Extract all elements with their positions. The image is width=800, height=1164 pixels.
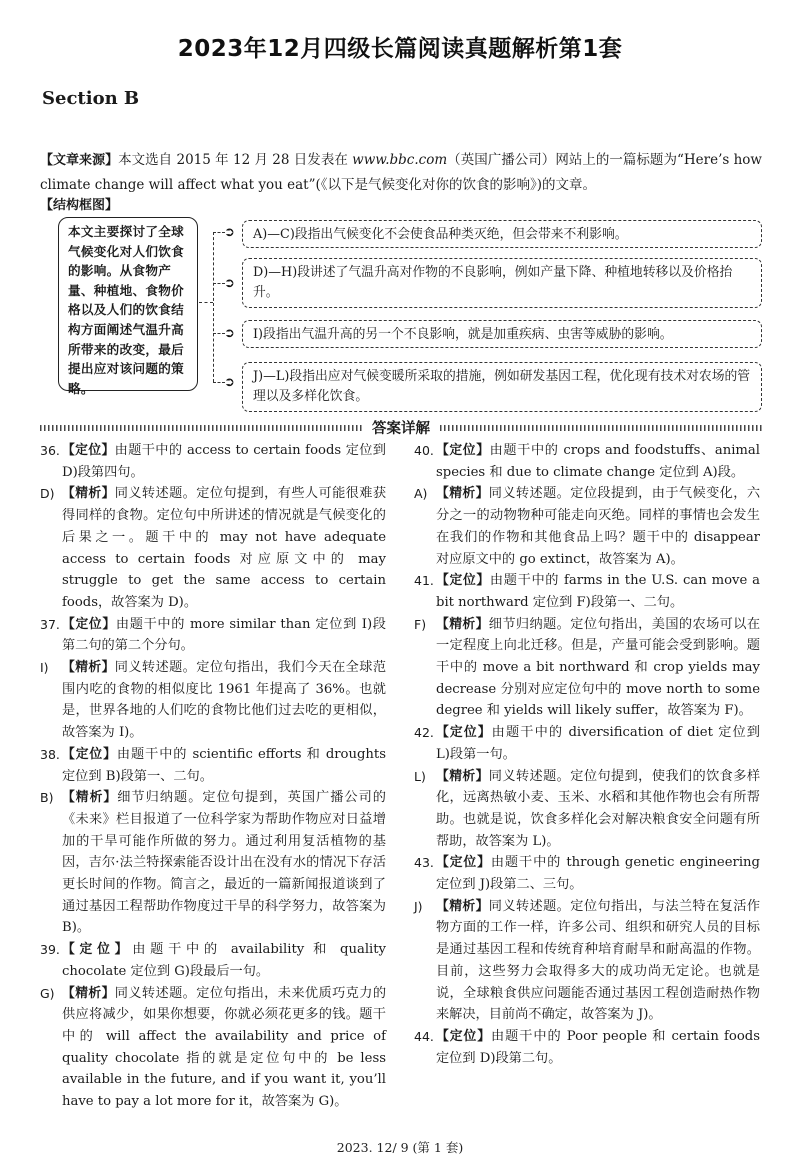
- item-label: 【定位】: [62, 443, 115, 458]
- item-text: 同义转述题。定位段提到，由于气候变化，六分之一的动物物种可能走向灭绝。同样的事情也会发生在我们的作物和其他食品上吗？题干中的 disappear 对应原文中的 go extinct，故答案为 A)。: [436, 486, 761, 567]
- item-label: 【精析】: [436, 768, 489, 784]
- item-number: 37.: [40, 616, 60, 632]
- circled-arrow-icon: ➲: [224, 225, 235, 240]
- item-label: 【定位】: [436, 443, 490, 458]
- item-text: 同义转述题。定位句指出，与法兰特在复活作物方面的工作一样，许多公司、组织和研究人员的目标是通过基因工程和传统育种培育耐旱和耐高温的作物。目前，这些努力会取得多大的成功尚无定论。也就是说，全球粮食供应问题能否通过基因工程创造耐热作物来解决，目前尚不确定，故答案为 J)。: [436, 898, 761, 1023]
- answers-right-column: [414, 440, 760, 1069]
- source-tag: 【文章来源】: [40, 153, 119, 168]
- page-title: 2023年12月四级长篇阅读真题解析第1套: [177, 36, 623, 62]
- answer-item: [40, 787, 386, 939]
- item-number: A): [414, 486, 428, 502]
- item-number: 36.: [40, 443, 60, 458]
- item-label: 【精析】: [436, 898, 489, 914]
- item-number: 39.: [40, 942, 60, 958]
- answer-item: [40, 939, 386, 982]
- item-text: 同义转述题。定位句指出，未来优质巧克力的供应将减少，如果你想要，你就必须花更多的钱。题干中的 will affect the availability and price of quality chocolate 指的就是定位句中的 be less available in the future, and if you want it, you’ll have to pay a lot more for it，故答案为 G)。: [62, 985, 387, 1110]
- answer-item: [40, 614, 386, 657]
- framework-branch: D)—H)段讲述了气温升高对作物的不良影响，例如产量下降、种植地转移以及价格抬升。: [242, 258, 762, 308]
- answer-item: [414, 1026, 760, 1069]
- answers-left-column: [40, 440, 386, 1113]
- item-text: 由题干中的 diversification of diet 定位到 L)段第一句。: [436, 725, 760, 762]
- item-number: G): [40, 985, 55, 1001]
- item-number: 43.: [414, 855, 434, 871]
- answer-item: [40, 440, 386, 483]
- framework-branch: A)—C)段指出气候变化不会使食品种类灭绝，但会带来不利影响。: [242, 220, 762, 248]
- item-text: 由题干中的 scientific efforts 和 droughts 定位到 B)段第一、二句。: [62, 746, 386, 784]
- item-text: 同义转述题。定位句提到，使我们的饮食多样化，远离热敏小麦、玉米、水稻和其他作物也会有所帮助。也就是说，饮食多样化会对解决粮食安全问题有所帮助，故答案为 L)。: [436, 768, 761, 849]
- framework-heading: 【结构框图】: [40, 198, 119, 213]
- item-label: 【精析】: [436, 486, 489, 502]
- item-text: 同义转述题。定位句提到，有些人可能很难获得同样的食物。定位句中所讲述的情况就是气候变化的后果之一。题干中的 may not have adequate access to certain foods 对应原文中的 may struggle to get the same access to certain foods，故答案为 D)。: [62, 486, 387, 610]
- framework-branch: J)—L)段指出应对气候变暖所采取的措施，例如研发基因工程，优化现有技术对农场的管理以及多样化饮食。: [242, 362, 762, 412]
- item-label: 【定位】: [62, 616, 116, 632]
- item-text: 由题干中的 crops and foodstuffs、animal species 和 due to climate change 定位到 A)段。: [436, 443, 760, 480]
- item-number: L): [414, 768, 426, 784]
- item-label: 【精析】: [62, 486, 115, 502]
- item-number: 44.: [414, 1028, 434, 1044]
- answer-item: [414, 614, 760, 723]
- circled-arrow-icon: ➲: [224, 276, 235, 291]
- item-label: 【定位】: [62, 942, 133, 958]
- item-number: 42.: [414, 725, 434, 741]
- answer-item: [414, 722, 760, 765]
- answer-item: [414, 852, 760, 895]
- answer-item: [414, 766, 760, 853]
- item-label: 【定位】: [436, 573, 490, 589]
- circled-arrow-icon: ➲: [224, 375, 235, 390]
- item-text: 由题干中的 through genetic engineering 定位到 J)段第二、三句。: [436, 855, 760, 893]
- item-number: 40.: [414, 443, 434, 458]
- item-number: D): [40, 486, 55, 502]
- item-number: 41.: [414, 573, 434, 589]
- item-text: 由题干中的 farms in the U.S. can move a bit northward 定位到 F)段第一、二句。: [436, 573, 760, 610]
- answer-item: [414, 483, 760, 570]
- answer-item: [414, 440, 760, 483]
- item-text: 细节归纳题。定位句指出，美国的农场可以在一定程度上向北迁移。但是，产量可能会受到影响。题干中的 move a bit northward 和 crop yields may decrease 分别对应定位句中的 move north to some degree 和 yields will likely suffer，故答案为 F)。: [436, 616, 761, 719]
- item-label: 【定位】: [436, 1028, 491, 1044]
- item-number: B): [40, 790, 54, 806]
- page-footer: 2023. 12/ 9 (第 1 套): [336, 1140, 464, 1155]
- answers-heading: 答案详解: [372, 421, 430, 437]
- answer-item: [40, 657, 386, 744]
- article-source: [40, 148, 762, 197]
- source-text-before: 本文选自 2015 年 12 月 28 日发表在: [118, 152, 353, 168]
- bracket-vertical-line: [213, 232, 214, 382]
- item-number: I): [40, 660, 49, 676]
- item-label: 【定位】: [436, 725, 492, 741]
- item-text: 细节归纳题。定位句提到，英国广播公司的《未来》栏目报道了一位科学家为帮助作物应对日益增加的干旱可能作所做的努力。通过利用复活植物的基因，吉尔·法兰特探索能否设计出在没有水的情况下存活更长时间的作物。简言之，最近的一篇新闻报道谈到了通过基因工程帮助作物度过干旱的科学努力，故答案为 B)。: [62, 790, 386, 936]
- item-label: 【定位】: [436, 855, 491, 871]
- item-number: J): [414, 898, 423, 914]
- item-number: F): [414, 616, 427, 632]
- answer-item: [40, 744, 386, 787]
- answer-item: [414, 896, 760, 1026]
- source-site: www.bbc.com: [352, 152, 448, 168]
- answer-item: [40, 483, 386, 613]
- answer-item: [414, 570, 760, 613]
- item-label: 【定位】: [62, 746, 117, 762]
- framework-branch: I)段指出气温升高的另一个不良影响，就是加重疾病、虫害等威胁的影响。: [242, 320, 762, 348]
- item-number: 38.: [40, 746, 60, 762]
- section-heading: Section B: [42, 88, 140, 109]
- item-label: 【精析】: [436, 616, 489, 632]
- item-text: 由题干中的 more similar than 定位到 I)段第二句的第二个分句。: [62, 616, 386, 654]
- item-label: 【精析】: [62, 660, 115, 676]
- item-label: 【精析】: [62, 985, 115, 1001]
- item-text: 由题干中的 access to certain foods 定位到 D)段第四句。: [62, 443, 386, 480]
- framework-summary-box: 本文主要探讨了全球气候变化对人们饮食的影响。从食物产量、种植地、食物价格以及人们的饮食结构方面阐述气温升高所带来的改变，最后提出应对该问题的策略。: [58, 217, 198, 391]
- item-text: 由题干中的 availability 和 quality chocolate 定位到 G)段最后一句。: [62, 942, 387, 979]
- item-text: 由题干中的 Poor people 和 certain foods 定位到 D)段第二句。: [436, 1028, 761, 1066]
- item-text: 同义转述题。定位句指出，我们今天在全球范围内吃的食物的相似度比 1961 年提高了 36%。也就是，世界各地的人们吃的食物比他们过去吃的更相似，故答案为 I)。: [62, 660, 387, 741]
- answer-item: [40, 983, 386, 1113]
- circled-arrow-icon: ➲: [224, 326, 235, 341]
- source-text-after: （英国广播公司）网站上的一篇标题为“Here’s how climate change will affect what you eat”(《以下是气候变化对你的饮食的影响》)的文章。: [40, 152, 762, 193]
- answers-divider: [40, 420, 762, 436]
- bracket-connector: [199, 302, 213, 303]
- item-label: 【精析】: [62, 790, 118, 806]
